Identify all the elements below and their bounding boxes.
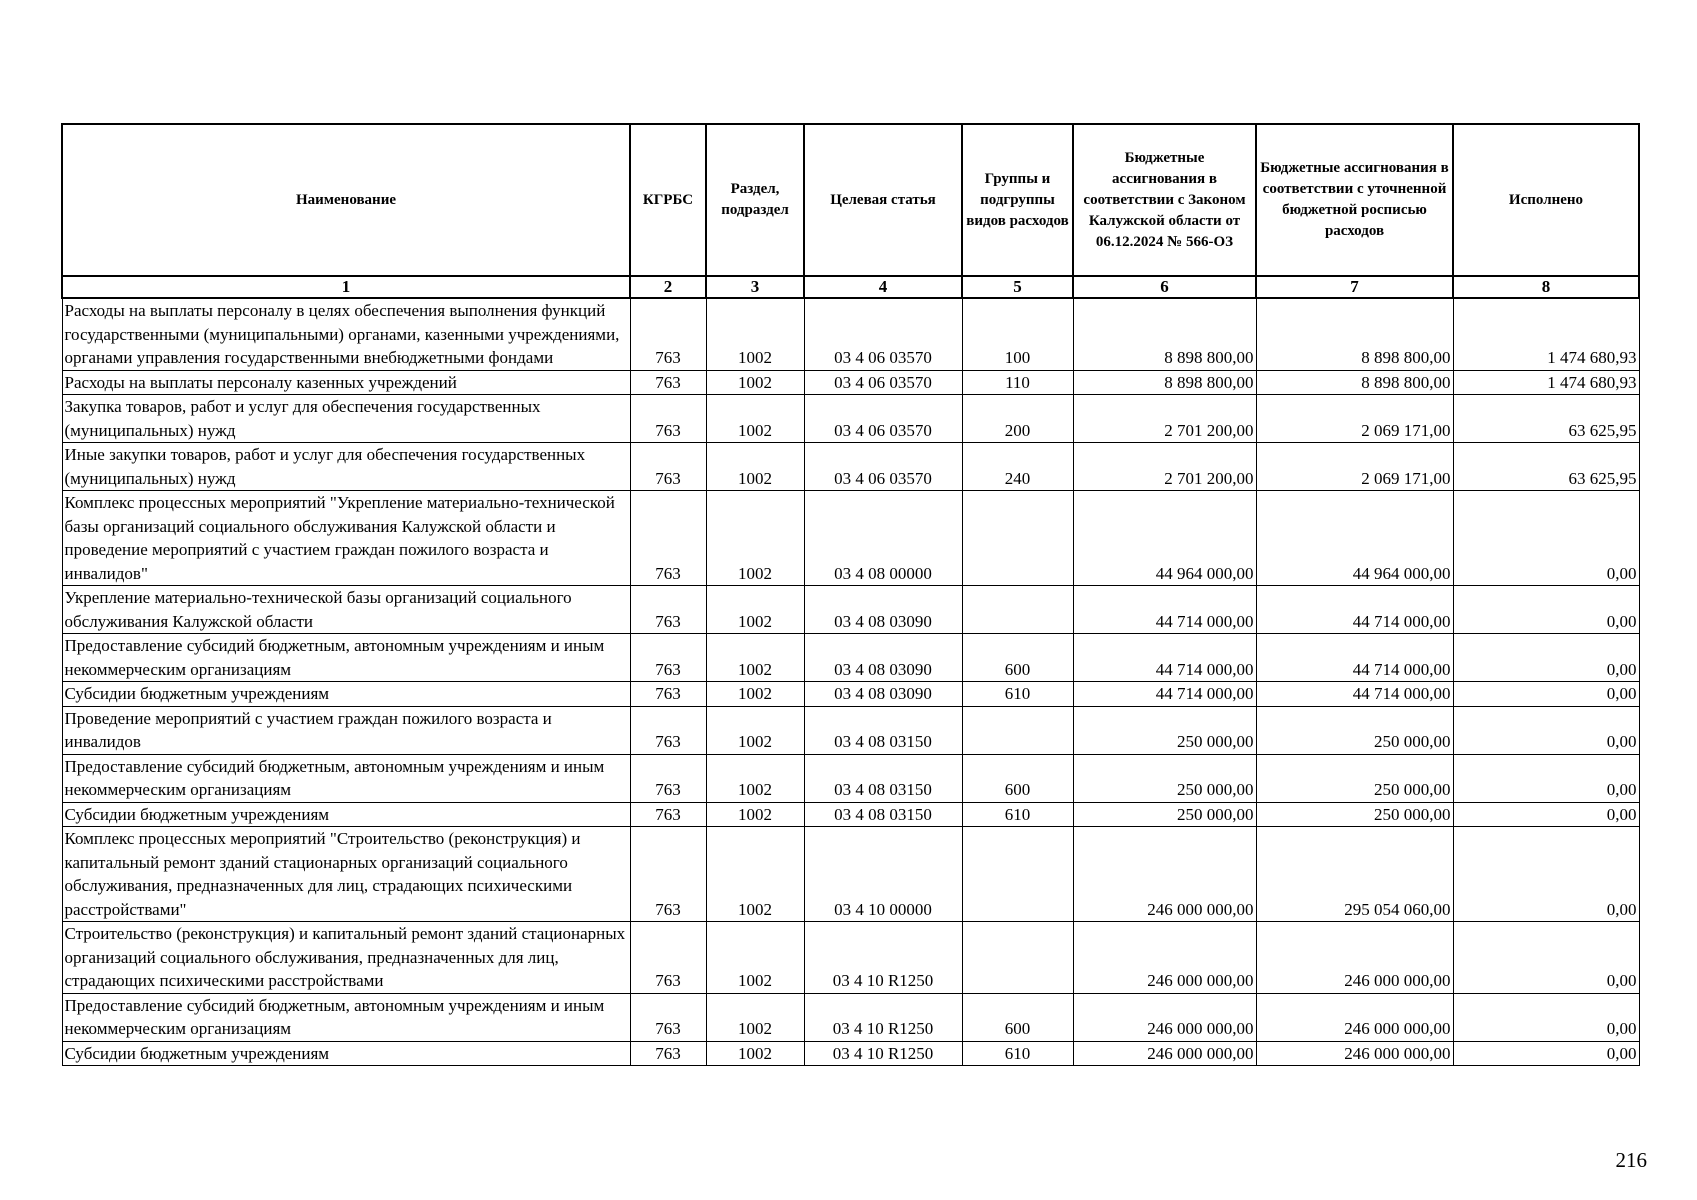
table-row bbox=[62, 754, 1639, 802]
row-name-cell: Предоставление субсидий бюджетным, автономным учреждениям и иным некоммерческим организациям bbox=[62, 634, 630, 682]
row-law-allocation-cell: 44 964 000,00 bbox=[1073, 491, 1256, 586]
row-executed-cell: 0,00 bbox=[1453, 802, 1639, 827]
column-number: 5 bbox=[962, 276, 1073, 298]
row-section-cell: 1002 bbox=[706, 634, 804, 682]
row-executed-cell: 0,00 bbox=[1453, 706, 1639, 754]
row-kgrbs-cell: 763 bbox=[630, 586, 706, 634]
row-section-cell: 1002 bbox=[706, 682, 804, 707]
row-section-cell: 1002 bbox=[706, 754, 804, 802]
header-kgrbs: КГРБС bbox=[630, 124, 706, 276]
row-law-allocation-cell: 8 898 800,00 bbox=[1073, 298, 1256, 370]
row-name-cell: Предоставление субсидий бюджетным, автономным учреждениям и иным некоммерческим организациям bbox=[62, 754, 630, 802]
row-law-allocation-cell: 250 000,00 bbox=[1073, 754, 1256, 802]
row-expense-group-cell bbox=[962, 586, 1073, 634]
row-executed-cell: 0,00 bbox=[1453, 754, 1639, 802]
row-expense-group-cell bbox=[962, 706, 1073, 754]
row-target-article-cell: 03 4 08 03090 bbox=[804, 634, 962, 682]
row-target-article-cell: 03 4 08 03090 bbox=[804, 586, 962, 634]
row-target-article-cell: 03 4 08 03150 bbox=[804, 754, 962, 802]
column-number: 1 bbox=[62, 276, 630, 298]
table-row bbox=[62, 706, 1639, 754]
row-target-article-cell: 03 4 08 03150 bbox=[804, 802, 962, 827]
table-row bbox=[62, 802, 1639, 827]
table-body bbox=[62, 298, 1639, 1066]
row-refined-allocation-cell: 8 898 800,00 bbox=[1256, 370, 1453, 395]
row-expense-group-cell: 610 bbox=[962, 682, 1073, 707]
row-law-allocation-cell: 250 000,00 bbox=[1073, 802, 1256, 827]
row-name-cell: Строительство (реконструкция) и капитальный ремонт зданий стационарных организаций социального обслуживания, предназначенных для лиц, страдающих психическими расстройствами bbox=[62, 922, 630, 994]
table-row bbox=[62, 993, 1639, 1041]
row-expense-group-cell: 110 bbox=[962, 370, 1073, 395]
header-expense-group: Группы и подгруппы видов расходов bbox=[962, 124, 1073, 276]
row-target-article-cell: 03 4 06 03570 bbox=[804, 370, 962, 395]
row-executed-cell: 63 625,95 bbox=[1453, 395, 1639, 443]
row-section-cell: 1002 bbox=[706, 370, 804, 395]
row-kgrbs-cell: 763 bbox=[630, 298, 706, 370]
row-kgrbs-cell: 763 bbox=[630, 993, 706, 1041]
row-kgrbs-cell: 763 bbox=[630, 395, 706, 443]
header-row bbox=[62, 124, 1639, 276]
budget-table bbox=[61, 123, 1640, 1066]
row-kgrbs-cell: 763 bbox=[630, 491, 706, 586]
row-section-cell: 1002 bbox=[706, 443, 804, 491]
table-row bbox=[62, 586, 1639, 634]
row-executed-cell: 0,00 bbox=[1453, 586, 1639, 634]
row-expense-group-cell bbox=[962, 491, 1073, 586]
table-row bbox=[62, 395, 1639, 443]
row-target-article-cell: 03 4 06 03570 bbox=[804, 298, 962, 370]
row-expense-group-cell: 610 bbox=[962, 802, 1073, 827]
table-row bbox=[62, 298, 1639, 370]
row-executed-cell: 0,00 bbox=[1453, 827, 1639, 922]
row-section-cell: 1002 bbox=[706, 491, 804, 586]
row-kgrbs-cell: 763 bbox=[630, 802, 706, 827]
row-target-article-cell: 03 4 06 03570 bbox=[804, 443, 962, 491]
row-refined-allocation-cell: 246 000 000,00 bbox=[1256, 922, 1453, 994]
row-name-cell: Проведение мероприятий с участием граждан пожилого возраста и инвалидов bbox=[62, 706, 630, 754]
row-kgrbs-cell: 763 bbox=[630, 370, 706, 395]
row-executed-cell: 0,00 bbox=[1453, 922, 1639, 994]
row-name-cell: Иные закупки товаров, работ и услуг для обеспечения государственных (муниципальных) нужд bbox=[62, 443, 630, 491]
column-number: 3 bbox=[706, 276, 804, 298]
row-expense-group-cell bbox=[962, 827, 1073, 922]
row-kgrbs-cell: 763 bbox=[630, 922, 706, 994]
row-executed-cell: 0,00 bbox=[1453, 1041, 1639, 1066]
row-executed-cell: 0,00 bbox=[1453, 682, 1639, 707]
row-expense-group-cell: 240 bbox=[962, 443, 1073, 491]
row-kgrbs-cell: 763 bbox=[630, 754, 706, 802]
table-row bbox=[62, 922, 1639, 994]
row-law-allocation-cell: 246 000 000,00 bbox=[1073, 1041, 1256, 1066]
row-law-allocation-cell: 8 898 800,00 bbox=[1073, 370, 1256, 395]
row-expense-group-cell bbox=[962, 922, 1073, 994]
row-refined-allocation-cell: 2 069 171,00 bbox=[1256, 395, 1453, 443]
table-row bbox=[62, 491, 1639, 586]
row-name-cell: Субсидии бюджетным учреждениям bbox=[62, 802, 630, 827]
row-section-cell: 1002 bbox=[706, 922, 804, 994]
page-number: 216 bbox=[1615, 1148, 1647, 1172]
row-section-cell: 1002 bbox=[706, 993, 804, 1041]
row-target-article-cell: 03 4 08 00000 bbox=[804, 491, 962, 586]
row-refined-allocation-cell: 246 000 000,00 bbox=[1256, 993, 1453, 1041]
row-expense-group-cell: 600 bbox=[962, 634, 1073, 682]
row-target-article-cell: 03 4 10 00000 bbox=[804, 827, 962, 922]
row-refined-allocation-cell: 44 714 000,00 bbox=[1256, 682, 1453, 707]
row-expense-group-cell: 200 bbox=[962, 395, 1073, 443]
row-refined-allocation-cell: 44 714 000,00 bbox=[1256, 586, 1453, 634]
row-refined-allocation-cell: 2 069 171,00 bbox=[1256, 443, 1453, 491]
row-kgrbs-cell: 763 bbox=[630, 682, 706, 707]
row-name-cell: Субсидии бюджетным учреждениям bbox=[62, 1041, 630, 1066]
row-name-cell: Укрепление материально-технической базы организаций социального обслуживания Калужской области bbox=[62, 586, 630, 634]
row-name-cell: Комплекс процессных мероприятий "Укрепление материально-технической базы организаций социального обслуживания Калужской области и проведение мероприятий с участием граждан пожилого возраста и инвалидов" bbox=[62, 491, 630, 586]
row-expense-group-cell: 600 bbox=[962, 754, 1073, 802]
row-name-cell: Субсидии бюджетным учреждениям bbox=[62, 682, 630, 707]
row-section-cell: 1002 bbox=[706, 827, 804, 922]
row-executed-cell: 0,00 bbox=[1453, 993, 1639, 1041]
row-kgrbs-cell: 763 bbox=[630, 443, 706, 491]
row-refined-allocation-cell: 295 054 060,00 bbox=[1256, 827, 1453, 922]
row-kgrbs-cell: 763 bbox=[630, 1041, 706, 1066]
row-expense-group-cell: 100 bbox=[962, 298, 1073, 370]
row-refined-allocation-cell: 246 000 000,00 bbox=[1256, 1041, 1453, 1066]
header-target-article: Целевая статья bbox=[804, 124, 962, 276]
row-law-allocation-cell: 246 000 000,00 bbox=[1073, 993, 1256, 1041]
header-name: Наименование bbox=[62, 124, 630, 276]
row-target-article-cell: 03 4 08 03090 bbox=[804, 682, 962, 707]
column-number: 7 bbox=[1256, 276, 1453, 298]
row-law-allocation-cell: 44 714 000,00 bbox=[1073, 586, 1256, 634]
row-section-cell: 1002 bbox=[706, 1041, 804, 1066]
row-name-cell: Расходы на выплаты персоналу в целях обеспечения выполнения функций государственными (муниципальными) органами, казенными учреждениями, органами управления государственными внебюджетными фондами bbox=[62, 298, 630, 370]
row-executed-cell: 63 625,95 bbox=[1453, 443, 1639, 491]
row-law-allocation-cell: 250 000,00 bbox=[1073, 706, 1256, 754]
table-row bbox=[62, 682, 1639, 707]
row-law-allocation-cell: 44 714 000,00 bbox=[1073, 634, 1256, 682]
header-section: Раздел, подраздел bbox=[706, 124, 804, 276]
row-name-cell: Предоставление субсидий бюджетным, автономным учреждениям и иным некоммерческим организациям bbox=[62, 993, 630, 1041]
row-target-article-cell: 03 4 10 R1250 bbox=[804, 1041, 962, 1066]
row-law-allocation-cell: 2 701 200,00 bbox=[1073, 395, 1256, 443]
row-section-cell: 1002 bbox=[706, 586, 804, 634]
row-section-cell: 1002 bbox=[706, 802, 804, 827]
row-kgrbs-cell: 763 bbox=[630, 827, 706, 922]
row-expense-group-cell: 610 bbox=[962, 1041, 1073, 1066]
row-executed-cell: 1 474 680,93 bbox=[1453, 370, 1639, 395]
row-target-article-cell: 03 4 08 03150 bbox=[804, 706, 962, 754]
row-law-allocation-cell: 246 000 000,00 bbox=[1073, 827, 1256, 922]
row-kgrbs-cell: 763 bbox=[630, 706, 706, 754]
table-row bbox=[62, 1041, 1639, 1066]
table-row bbox=[62, 634, 1639, 682]
row-section-cell: 1002 bbox=[706, 395, 804, 443]
column-number: 4 bbox=[804, 276, 962, 298]
row-refined-allocation-cell: 250 000,00 bbox=[1256, 802, 1453, 827]
table-row bbox=[62, 370, 1639, 395]
table-row bbox=[62, 827, 1639, 922]
header-law-allocation: Бюджетные ассигнования в соответствии с Законом Калужской области от 06.12.2024 № 566-ОЗ bbox=[1073, 124, 1256, 276]
row-refined-allocation-cell: 8 898 800,00 bbox=[1256, 298, 1453, 370]
row-name-cell: Комплекс процессных мероприятий "Строительство (реконструкция) и капитальный ремонт зданий стационарных организаций социального обслуживания, предназначенных для лиц, страдающих психическими расстройствами" bbox=[62, 827, 630, 922]
column-number: 6 bbox=[1073, 276, 1256, 298]
column-number-row bbox=[62, 276, 1639, 298]
row-refined-allocation-cell: 250 000,00 bbox=[1256, 706, 1453, 754]
row-section-cell: 1002 bbox=[706, 706, 804, 754]
row-law-allocation-cell: 246 000 000,00 bbox=[1073, 922, 1256, 994]
row-target-article-cell: 03 4 06 03570 bbox=[804, 395, 962, 443]
budget-table-container bbox=[61, 123, 1638, 1066]
row-executed-cell: 1 474 680,93 bbox=[1453, 298, 1639, 370]
row-law-allocation-cell: 2 701 200,00 bbox=[1073, 443, 1256, 491]
header-refined-allocation: Бюджетные ассигнования в соответствии с уточненной бюджетной росписью расходов bbox=[1256, 124, 1453, 276]
row-refined-allocation-cell: 44 964 000,00 bbox=[1256, 491, 1453, 586]
row-executed-cell: 0,00 bbox=[1453, 491, 1639, 586]
row-section-cell: 1002 bbox=[706, 298, 804, 370]
table-row bbox=[62, 443, 1639, 491]
row-target-article-cell: 03 4 10 R1250 bbox=[804, 922, 962, 994]
column-number: 8 bbox=[1453, 276, 1639, 298]
column-number: 2 bbox=[630, 276, 706, 298]
header-executed: Исполнено bbox=[1453, 124, 1639, 276]
row-executed-cell: 0,00 bbox=[1453, 634, 1639, 682]
row-expense-group-cell: 600 bbox=[962, 993, 1073, 1041]
row-refined-allocation-cell: 250 000,00 bbox=[1256, 754, 1453, 802]
row-kgrbs-cell: 763 bbox=[630, 634, 706, 682]
row-target-article-cell: 03 4 10 R1250 bbox=[804, 993, 962, 1041]
row-name-cell: Закупка товаров, работ и услуг для обеспечения государственных (муниципальных) нужд bbox=[62, 395, 630, 443]
row-refined-allocation-cell: 44 714 000,00 bbox=[1256, 634, 1453, 682]
row-name-cell: Расходы на выплаты персоналу казенных учреждений bbox=[62, 370, 630, 395]
row-law-allocation-cell: 44 714 000,00 bbox=[1073, 682, 1256, 707]
